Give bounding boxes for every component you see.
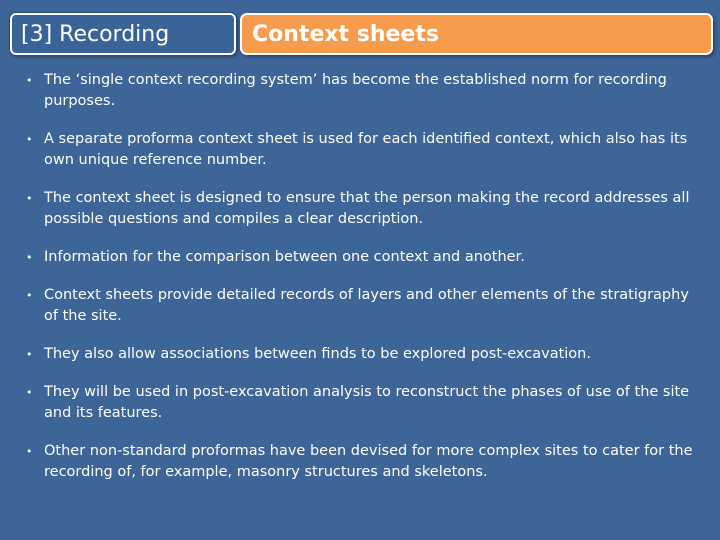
bullet-item [24,188,696,230]
bullet-item [24,247,696,268]
bullet-item [24,344,696,365]
bullet-icon: • [26,192,33,205]
bullet-text: The ‘single context recording system’ has become the established norm for recording purposes. [44,72,667,109]
bullet-text: They will be used in post-excavation analysis to reconstruct the phases of use of the site and its features. [44,384,690,421]
bullet-text: They also allow associations between finds to be explored post-excavation. [44,346,591,362]
section-label: [3] Recording [21,21,170,47]
bullet-icon: • [26,445,33,458]
bullet-item [24,382,696,424]
bullet-item [24,129,696,171]
bullet-item [24,285,696,327]
bullet-text: A separate proforma context sheet is used for each identified context, which also has its own unique reference number. [44,131,688,168]
bullet-item [24,70,696,112]
bullet-icon: • [26,74,33,87]
title-box [240,13,713,55]
bullet-text: Context sheets provide detailed records of layers and other elements of the stratigraphy of the site. [44,287,689,324]
bullet-text: Other non-standard proformas have been devised for more complex sites to cater for the recording of, for example, masonry structures and skeletons. [44,443,693,480]
bullet-icon: • [26,348,33,361]
section-label-box [10,13,236,55]
bullet-text: Information for the comparison between one context and another. [44,249,525,265]
bullet-icon: • [26,386,33,399]
bullet-text: The context sheet is designed to ensure that the person making the record addresses all possible questions and compiles a clear description. [44,190,690,227]
page-title: Context sheets [252,21,439,47]
bullet-icon: • [26,251,33,264]
bullet-item [24,441,696,483]
bullet-icon: • [26,289,33,302]
bullet-icon: • [26,133,33,146]
bullet-list [24,70,696,500]
